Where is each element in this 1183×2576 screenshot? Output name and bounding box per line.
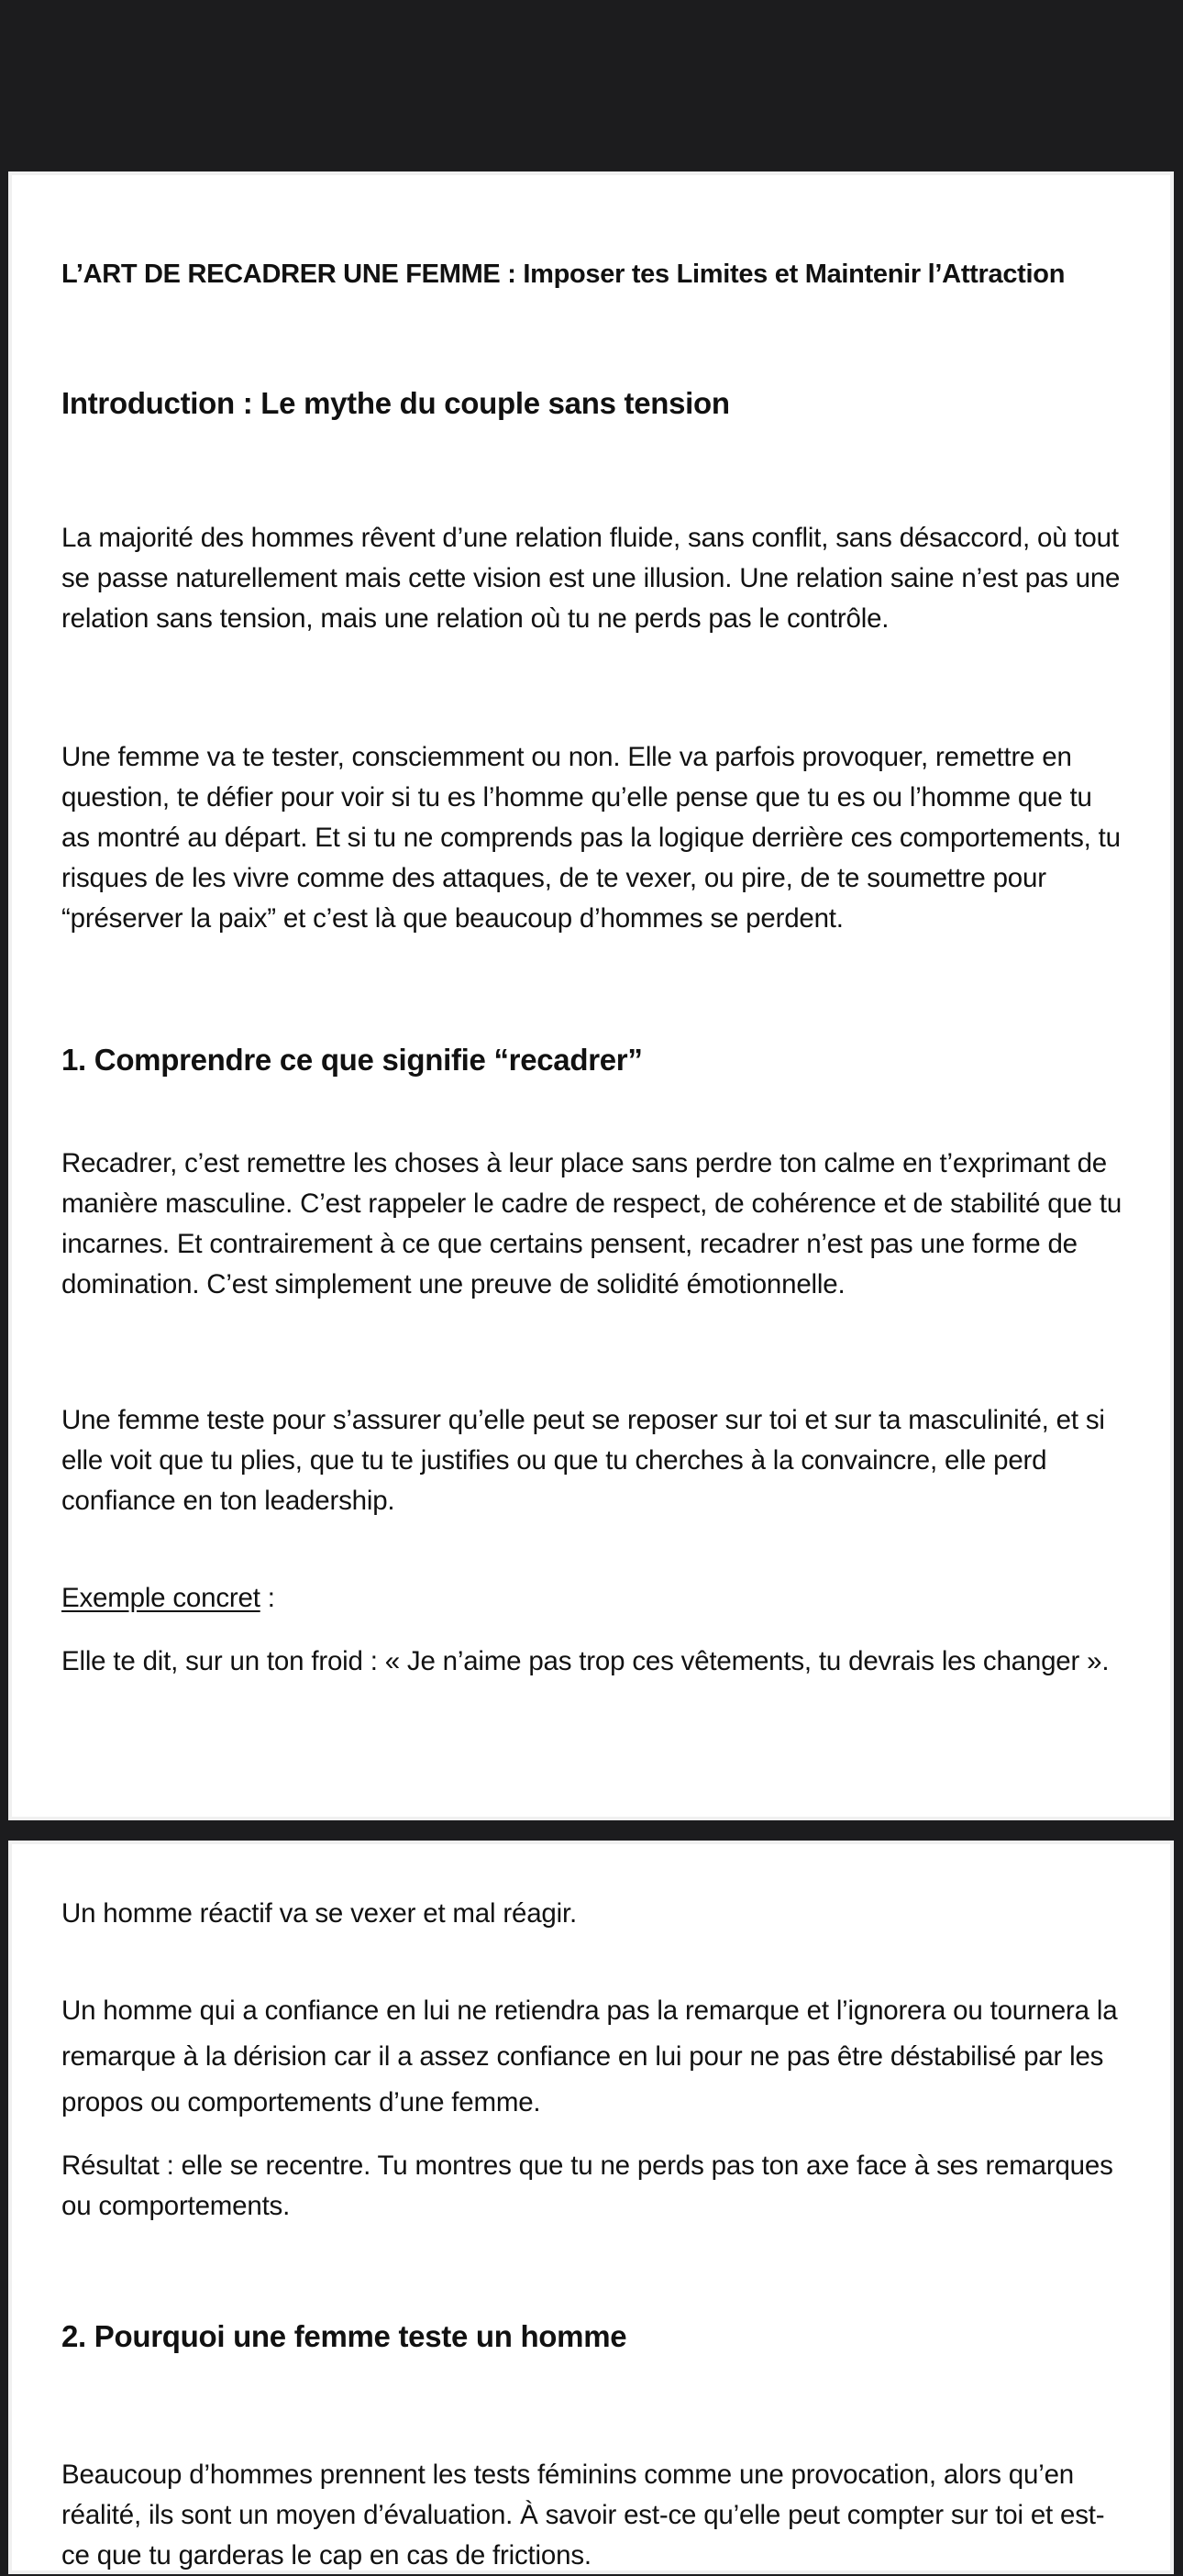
section-heading-1: 1. Comprendre ce que signifie “recadrer” <box>61 1043 643 1077</box>
paragraph: Une femme va te tester, consciemment ou non. Elle va parfois provoquer, remettre en question, te défier pour voir si tu es l’homme qu’elle pense que tu es ou l’homme que tu as montré au départ. Et si tu ne comprends pas la logique derrière ces comportements, tu risques de les vivre comme des attaques, de te vexer, ou pire, de te soumettre pour “préserver la paix” et c’est là que beaucoup d’hommes se perdent. <box>61 742 1121 934</box>
document-page-2 <box>8 1841 1174 2574</box>
paragraph: Résultat : elle se recentre. Tu montres que tu ne perds pas ton axe face à ses remarques ou comportements. <box>61 2150 1113 2221</box>
section-heading-introduction: Introduction : Le mythe du couple sans tension <box>61 386 730 420</box>
document-title: L’ART DE RECADRER UNE FEMME : Imposer tes Limites et Maintenir l’Attraction <box>61 260 1066 289</box>
document-page-1 <box>8 171 1174 1820</box>
example-label <box>61 1578 1125 1619</box>
paragraph: Un homme réactif va se vexer et mal réagir. <box>61 1898 577 1929</box>
example-quote: Elle te dit, sur un ton froid : « Je n’aime pas trop ces vêtements, tu devrais les changer ». <box>61 1646 1110 1676</box>
example-label-suffix: : <box>260 1583 275 1613</box>
paragraph: Recadrer, c’est remettre les choses à leur place sans perdre ton calme en t’exprimant de manière masculine. C’est rappeler le cadre de respect, de cohérence et de stabilité que tu incarnes. Et contrairement à ce que certains pensent, recadrer n’est pas une forme de domination. C’est simplement une preuve de solidité émotionnelle. <box>61 1148 1122 1299</box>
paragraph: La majorité des hommes rêvent d’une relation fluide, sans conflit, sans désaccord, où tout se passe naturellement mais cette vision est une illusion. Une relation saine n’est pas une relation sans tension, mais une relation où tu ne perds pas le contrôle. <box>61 523 1121 634</box>
paragraph: Une femme teste pour s’assurer qu’elle peut se reposer sur toi et sur ta masculinité, et si elle voit que tu plies, que tu te justifies ou que tu cherches à la convaincre, elle perd confiance en ton leadership. <box>61 1405 1105 1516</box>
section-heading-2: 2. Pourquoi une femme teste un homme <box>61 2319 627 2353</box>
example-label-text: Exemple concret <box>61 1583 260 1613</box>
paragraph: Beaucoup d’hommes prennent les tests féminins comme une provocation, alors qu’en réalité, ils sont un moyen d’évaluation. À savoir est-ce qu’elle peut compter sur toi et est-ce que tu garderas le cap en cas de frictions. <box>61 2460 1105 2570</box>
paragraph: Un homme qui a confiance en lui ne retiendra pas la remarque et l’ignorera ou tournera la remarque à la dérision car il a assez confiance en lui pour ne pas être déstabilisé par les propos ou comportements d’une femme. <box>61 1996 1118 2117</box>
